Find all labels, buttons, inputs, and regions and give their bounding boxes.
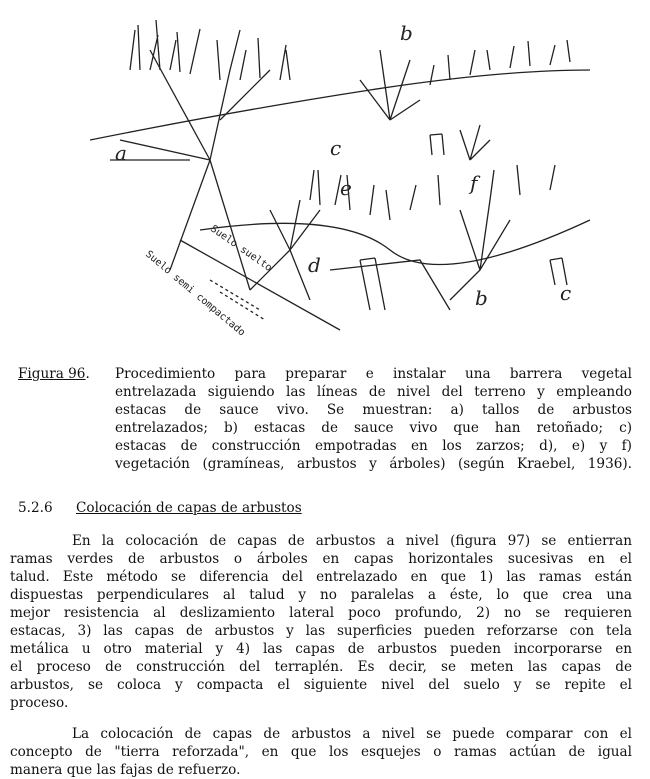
figure-96-illustration [90,10,590,340]
paragraph-line: ramas verdes de arbustos o árboles en capas horizontales sucesivas en el [10,551,632,567]
paragraph-line: En la colocación de capas de arbustos a nivel (figura 97) se entierran [72,533,632,549]
caption-line: Procedimiento para preparar e instalar una barrera vegetal [115,366,632,382]
caption-line: vegetación (gramíneas, arbustos y árboles) (según Kraebel, 1936). [115,456,632,472]
paragraph-line: talud. Este método se diferencia del entrelazado en que 1) las ramas están [10,569,632,585]
label-e: e [340,176,352,200]
caption-line: entrelazados; b) estacas de sauce vivo que han retoñado; c) [115,420,632,436]
caption-line: entrelazada siguiendo las líneas de nivel del terreno y empleando [115,384,632,400]
paragraph-line: proceso. [10,695,69,711]
label-loose-soil: Suelo suelto [208,223,274,274]
paragraph-line: La colocación de capas de arbustos a nivel se puede comparar con el [72,726,632,742]
caption-line: estacas de construcción empotradas en los zarzos; d), e) y f) [115,438,632,454]
label-d: d [308,253,321,277]
label-b-bottom: b [475,286,488,310]
paragraph-line: metálica u otro material y 4) las capas de arbustos pueden incorporarse en [10,641,632,657]
label-a: a [115,141,127,165]
figure-caption-label: Figura 96. [18,366,90,382]
paragraph-line: concepto de "tierra reforzada", en que los esquejes o ramas actúan de igual [10,744,632,760]
paragraph-line: arbustos, se coloca y compacta el siguiente nivel del suelo y se repite el [10,677,632,693]
label-f: f [470,171,478,195]
paragraph-line: manera que las fajas de refuerzo. [10,762,241,778]
section-number: 5.2.6 [18,500,53,516]
label-semi-compacted-soil: Suelo semi compactado [143,248,247,339]
paragraph-line: dispuestas perpendiculares al talud y no paralelas a éste, lo que crea una [10,587,632,603]
section-title: Colocación de capas de arbustos [76,500,302,516]
label-c: c [330,136,342,160]
paragraph-line: el proceso de construcción del terraplén. Es decir, se meten las capas de [10,659,632,675]
label-c-bottom: c [560,281,572,305]
paragraph-line: mejor resistencia al deslizamiento lateral poco profundo, 2) no se requieren [10,605,632,621]
paragraph-line: estacas, 3) las capas de arbustos y las superficies pueden reforzarse con tela [10,623,632,639]
label-b: b [400,21,413,45]
caption-line: estacas de sauce vivo. Se muestran: a) tallos de arbustos [115,402,632,418]
